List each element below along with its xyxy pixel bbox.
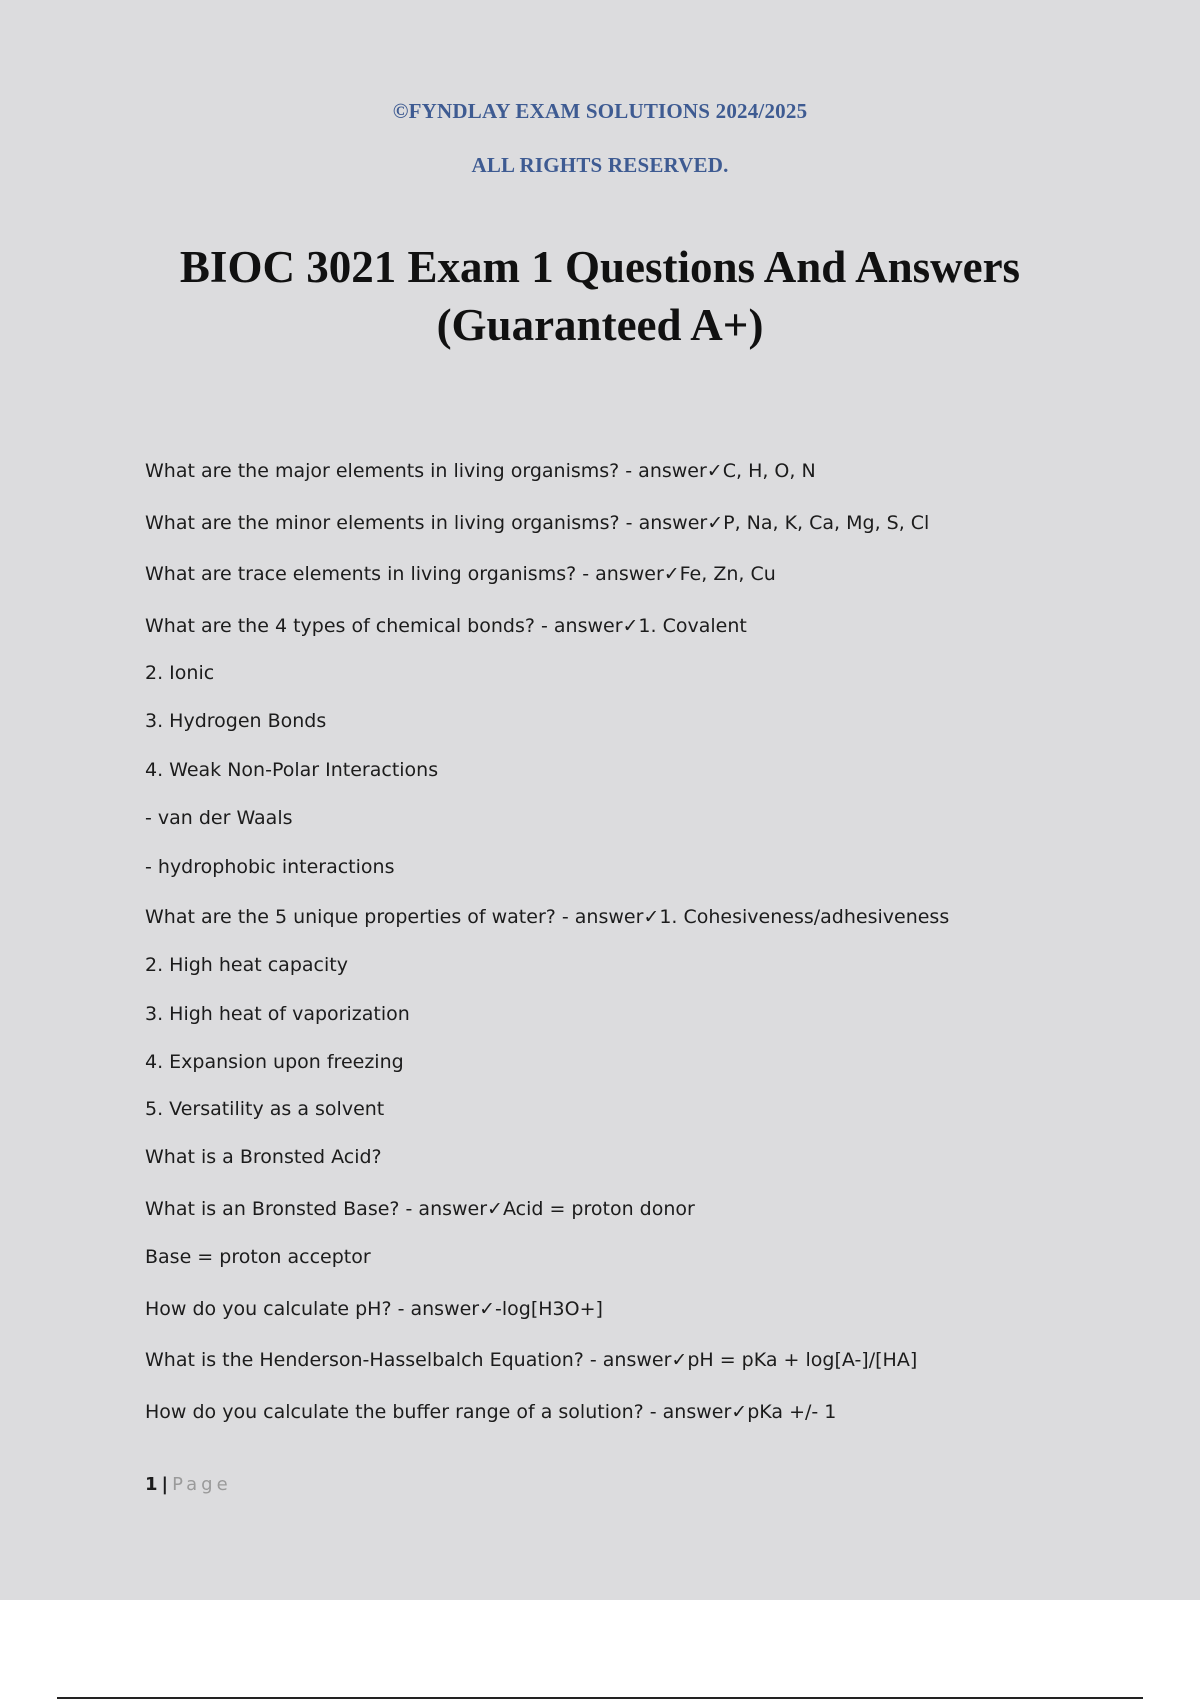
qa-line: 5. Versatility as a solvent bbox=[145, 1098, 385, 1120]
page-word: Page bbox=[172, 1474, 232, 1495]
qa-line: 4. Expansion upon freezing bbox=[145, 1051, 404, 1073]
qa-line: How do you calculate pH? - answer✓-log[H3O+] bbox=[145, 1298, 603, 1320]
qa-line: - hydrophobic interactions bbox=[145, 856, 395, 878]
qa-line: How do you calculate the buffer range of a solution? - answer✓pKa +/- 1 bbox=[145, 1401, 837, 1423]
qa-line: What are the 4 types of chemical bonds? - answer✓1. Covalent bbox=[145, 615, 747, 637]
qa-line: 2. High heat capacity bbox=[145, 954, 348, 976]
qa-line: 2. Ionic bbox=[145, 662, 215, 684]
qa-line: What are trace elements in living organisms? - answer✓Fe, Zn, Cu bbox=[145, 563, 776, 585]
page-number: 1 bbox=[145, 1474, 158, 1495]
qa-line: What is a Bronsted Acid? bbox=[145, 1146, 382, 1168]
qa-line: Base = proton acceptor bbox=[145, 1246, 371, 1268]
document-title-line-1: BIOC 3021 Exam 1 Questions And Answers bbox=[179, 242, 1021, 292]
qa-line: What are the minor elements in living organisms? - answer✓P, Na, K, Ca, Mg, S, Cl bbox=[145, 512, 930, 534]
qa-line: What are the major elements in living organisms? - answer✓C, H, O, N bbox=[145, 460, 816, 482]
rights-header: ALL RIGHTS RESERVED. bbox=[471, 153, 729, 177]
qa-line: 3. High heat of vaporization bbox=[145, 1003, 410, 1025]
page-separator: | bbox=[161, 1474, 169, 1495]
bottom-divider bbox=[57, 1697, 1143, 1699]
page-footer bbox=[145, 1474, 232, 1495]
copyright-header: ©FYNDLAY EXAM SOLUTIONS 2024/2025 bbox=[392, 99, 808, 123]
qa-line: 4. Weak Non-Polar Interactions bbox=[145, 759, 439, 781]
qa-line: 3. Hydrogen Bonds bbox=[145, 710, 327, 732]
document-title-line-2: (Guaranteed A+) bbox=[436, 300, 764, 350]
qa-line: What is the Henderson-Hasselbalch Equation? - answer✓pH = pKa + log[A-]/[HA] bbox=[145, 1349, 918, 1371]
qa-line: - van der Waals bbox=[145, 807, 293, 829]
qa-line: What are the 5 unique properties of water? - answer✓1. Cohesiveness/adhesiveness bbox=[145, 906, 950, 928]
qa-line: What is an Bronsted Base? - answer✓Acid = proton donor bbox=[145, 1198, 695, 1220]
